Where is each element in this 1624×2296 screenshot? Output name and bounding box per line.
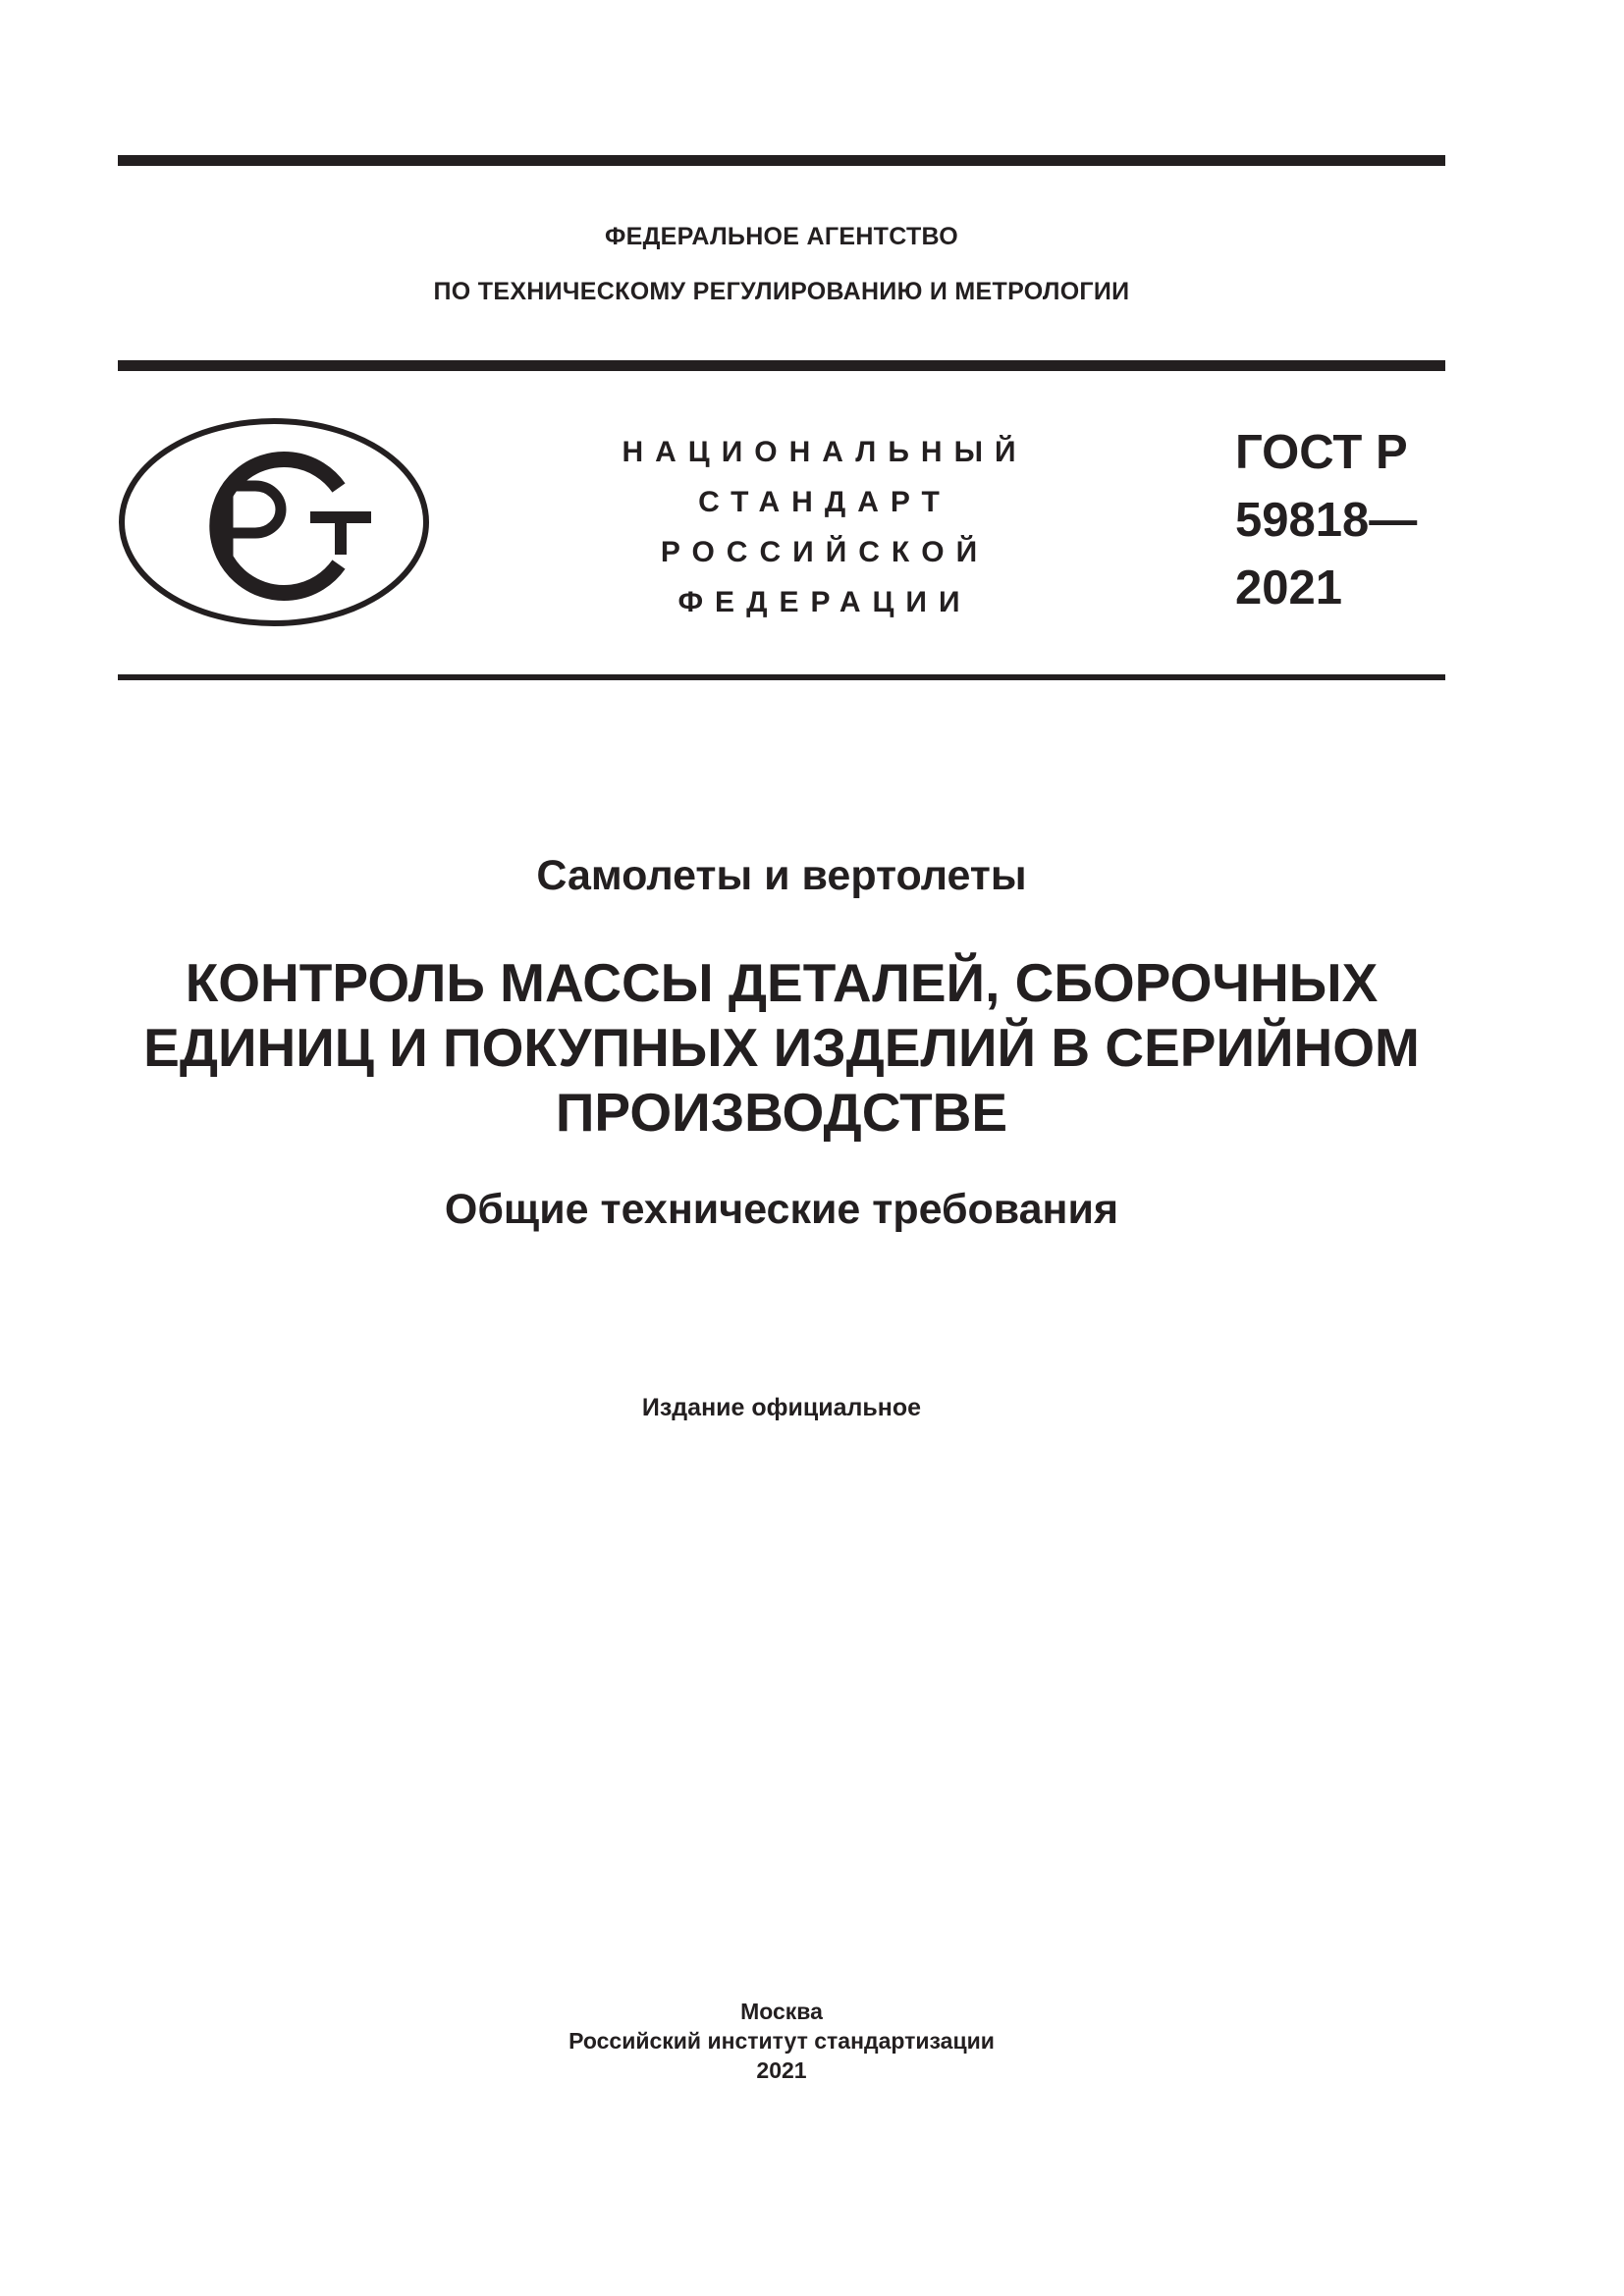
designation-rule [118,674,1445,680]
agency-name-line-2: ПО ТЕХНИЧЕСКОМУ РЕГУЛИРОВАНИЮ И МЕТРОЛОГИИ [433,278,1130,305]
standard-type-line-4: ФЕДЕРАЦИИ [677,586,972,618]
imprint-city: Москва [740,1999,823,2024]
rst-conformity-mark-icon [118,417,430,627]
agency-name-line-1: ФЕДЕРАЛЬНОЕ АГЕНТСТВО [604,223,959,250]
imprint-year: 2021 [756,2057,807,2083]
main-title [118,950,1445,1145]
designation-line-2: 59818— [1235,494,1418,547]
main-title-line-2: ЕДИНИЦ И ПОКУПНЫХ ИЗДЕЛИЙ В СЕРИЙНОМ [143,1017,1420,1078]
standard-designation [1235,419,1417,622]
standard-type-line-2: СТАНДАРТ [698,486,951,518]
imprint-publisher: Российский институт стандартизации [568,2028,995,2054]
standard-type-line-1: НАЦИОНАЛЬНЫЙ [622,436,1028,468]
main-title-line-3: ПРОИЗВОДСТВЕ [555,1082,1008,1143]
title-category: Самолеты и вертолеты [536,852,1027,899]
header-rule [118,360,1445,371]
standard-type-line-3: РОССИЙСКОЙ [660,536,990,568]
designation-line-1: ГОСТ Р [1235,426,1408,479]
main-title-line-1: КОНТРОЛЬ МАССЫ ДЕТАЛЕЙ, СБОРОЧНЫХ [185,952,1379,1013]
top-rule [118,155,1445,166]
imprint [118,1997,1445,2085]
standard-type [569,427,1080,627]
edition-label: Издание официальное [641,1394,922,1421]
subtitle: Общие технические требования [444,1186,1119,1233]
designation-line-3: 2021 [1235,561,1343,614]
